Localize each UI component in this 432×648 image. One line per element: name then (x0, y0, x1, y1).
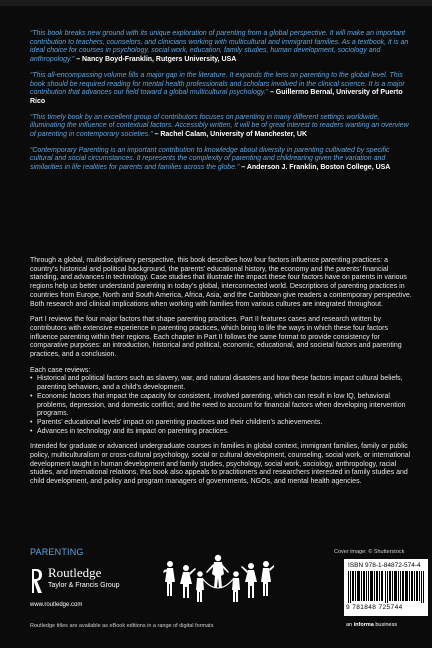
endorsement (30, 72, 412, 107)
top-rule (0, 0, 432, 6)
description-audience: Intended for graduate or advanced undergraduate courses in families in global context, immigrant families, family or public policy, multiculturalism or cross-cultural psychology, social or cultural development, counseling, social work, or international development taught in human development and family studies, psychology, social work, sociology, anthropology, racial studies, and international relations, this book also appeals to practitioners and researchers interested in family studies and child development, and policy and program managers of governments, NGOs, and mental health agencies. (30, 443, 411, 486)
description-parts: Part I reviews the four major factors that shape parenting practices. Part II features cases and research written by contributors with extensive experience in parenting practices, which bring to life the ways in which these four factors influence parenting within their regions. Each chapter in Part II follows the same format to provide consistency for comparative purposes: an introduction, historical and political, economic, educational, and societal factors and parenting practices, and a conclusion. (30, 316, 402, 359)
informa-brand: informa (353, 622, 374, 628)
informa-business-label (346, 622, 397, 628)
endorsement (30, 147, 412, 173)
list-item: • Advances in technology and its impact on parenting practices. (30, 428, 412, 437)
publisher-subtitle: Taylor & Francis Group (48, 582, 120, 589)
reviews-heading: Each case reviews: (30, 366, 91, 374)
review-bullets (30, 375, 412, 436)
endorsement-text: “This timely book by an excellent group of contributors focuses on parenting in many different settings worldwide, illuminating the influence of contextual factors. Accessibly written, it will be of great interest to readers wanting an overview of parenting in contemporary societies.” (30, 113, 409, 139)
endorsement-text: “Contemporary Parenting is an important contribution to knowledge about diversity in parenting cultivated by specific cultural and social circumstances. It represents the complexity of parenting and childrearing given the variation and similarities in life realities for parents and families across the globe.” (30, 146, 390, 172)
endorsement-attribution: – Anderson J. Franklin, Boston College, USA (241, 164, 391, 172)
endorsement-attribution: – Guillermo Bernal, University of Puerto Rico (30, 89, 403, 105)
endorsement-attribution: – Nancy Boyd-Franklin, Rutgers University, USA (76, 56, 237, 64)
list-item: • Historical and political factors such as slavery, war, and natural disasters and how these factors impact cultural beliefs, parenting behaviors, and a child’s development. (30, 375, 412, 392)
list-item: • Parents’ educational levels’ impact on parenting practices and their children’s achievements. (30, 419, 412, 428)
isbn-label: ISBN 978-1-84872-574-4 (348, 562, 421, 569)
category-label: PARENTING (30, 547, 84, 557)
endorsement (30, 30, 412, 65)
children-silhouettes-illustration (162, 552, 274, 606)
publisher-website: www.routledge.com (30, 602, 83, 608)
endorsement (30, 114, 412, 140)
routledge-logo (30, 565, 180, 601)
description-intro: Through a global, multidisciplinary perspective, this book describes how four factors influence parenting practices: a country’s historical and political background, the parents’ educational history, the economy and the parents’ financial standing, and advances in technology. Case studies that illustrate the impact these four factors have on parents in various regions help us better understand parenting in today’s global, interconnected world. Descriptions of parenting practices in countries from Europe, North and South America, Africa, Asia, and the Caribbean give readers a contemporary perspective. Both research and clinical implications when working with families from various cultures are integrated throughout. (30, 257, 412, 308)
ebook-note: Routledge titles are available as eBook editions in a range of digital formats (30, 623, 214, 629)
publisher-name: Routledge (48, 565, 102, 580)
routledge-mark-icon (30, 567, 44, 595)
endorsements (30, 30, 412, 180)
book-description (30, 257, 412, 494)
barcode-icon (348, 571, 424, 603)
informa-suffix: business (375, 622, 398, 628)
barcode-number: 9 781848 725744 (346, 604, 403, 611)
barcode-panel (344, 559, 428, 616)
list-item: • Economic factors that impact the capacity for consistent, involved parenting, which can result in low IQ, behavioral problems, depression, and domestic conflict, and the need to account for financial factors when developing intervention programs. (30, 393, 412, 419)
endorsement-text: “This book breaks new ground with its unique exploration of parenting from a global perspective. It will make an important contribution to teachers, counselors, and clinicians working with multicultural and immigrant families. As a textbook, it is an ideal choice for courses in psychology, social work, education, family studies, human development, sociology and anthropology.” (30, 30, 409, 64)
endorsement-attribution: – Rachel Calam, University of Manchester, UK (154, 131, 308, 139)
endorsement-text: “This all-encompassing volume fills a major gap in the literature. It expands the lens on parenting to the global level. This book should be required reading for mental health professionals and scholars involved in the clinical science. It is a major contribution that advances our field toward a global multicultural psychology.” (30, 71, 405, 97)
cover-credit: Cover image: © Shutterstock (334, 549, 405, 555)
informa-prefix: an (346, 622, 353, 628)
